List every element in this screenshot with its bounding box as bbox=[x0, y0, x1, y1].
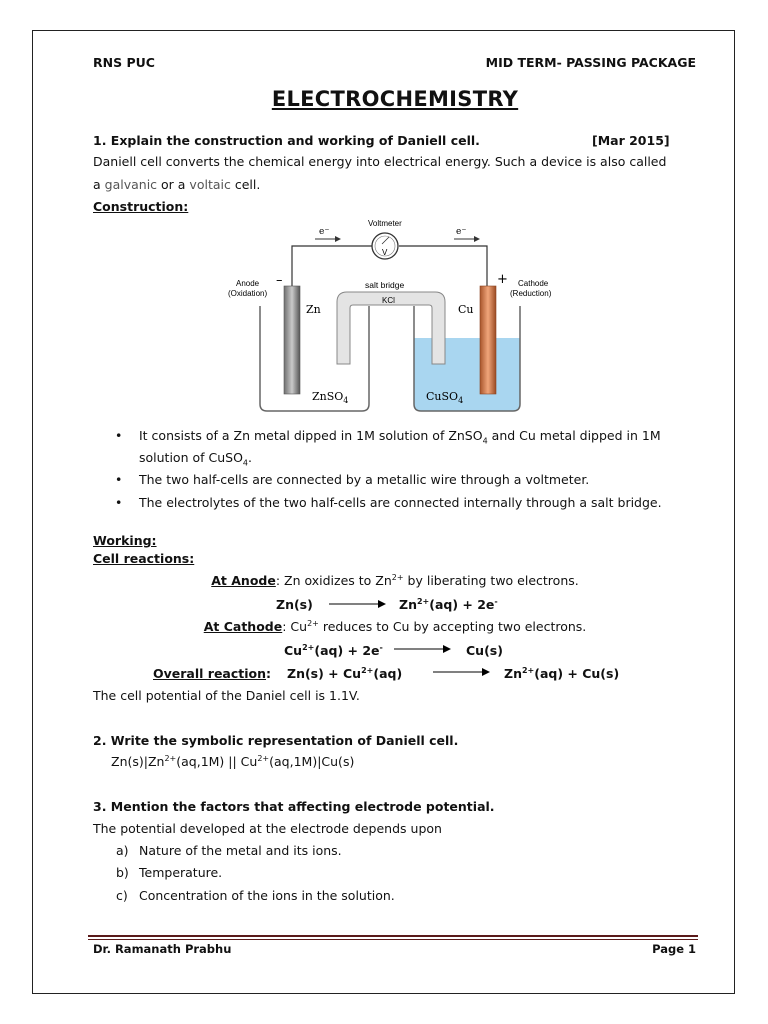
header-left: RNS PUC bbox=[93, 55, 155, 70]
footer-page-number: Page 1 bbox=[652, 942, 696, 956]
page-title: ELECTROCHEMISTRY bbox=[271, 87, 519, 111]
q2-answer: $Zn(s)|Zn^{2+}(aq,1M)$ || $Cu^{2+}(aq,1M)|Cu(s)$ bbox=[111, 753, 355, 769]
overall-eq-left: $Zn(s) + Cu^{2+}(aq)$ bbox=[287, 665, 403, 681]
intro-a: a bbox=[93, 177, 105, 192]
footer-rule-thin bbox=[88, 939, 698, 940]
q3-item-mark-b: b) bbox=[116, 865, 129, 880]
e-right-label: e− bbox=[456, 226, 467, 237]
footer-author: Dr. Ramanath Prabhu bbox=[93, 942, 232, 956]
q3-item-mark-a: a) bbox=[116, 843, 129, 858]
znso4-label: ZnSO$_4$ bbox=[312, 390, 349, 405]
intro-cell: cell. bbox=[230, 177, 261, 192]
q1-intro-line1: Daniell cell converts the chemical energy into electrical energy. Such a device is also called bbox=[93, 154, 667, 169]
q3-item-a: Nature of the metal and its ions. bbox=[139, 843, 342, 858]
overall-label: Overall reaction: bbox=[153, 666, 272, 681]
wire-right bbox=[399, 246, 487, 286]
e-left-label: e− bbox=[319, 226, 330, 237]
overall-eq-right: $Zn^{2+}(aq) + Cu(s)$ bbox=[504, 665, 620, 681]
daniell-cell-diagram bbox=[222, 214, 567, 419]
anode-eq-left: Zn(s) bbox=[276, 597, 313, 612]
at-anode-label: At Anode bbox=[211, 573, 276, 588]
voltmeter-label: Voltmeter bbox=[368, 219, 402, 228]
bullet-item-2: • The two half-cells are connected by a metallic wire through a voltmeter. bbox=[115, 472, 590, 487]
intro-or: or a bbox=[157, 177, 190, 192]
cu-electrode bbox=[480, 286, 496, 394]
wire-left bbox=[292, 246, 372, 289]
cu-label: Cu bbox=[458, 303, 474, 316]
bullet-item-1-cont: solution of CuSO$_4$. bbox=[139, 450, 252, 468]
footer-rule-thick bbox=[88, 935, 698, 937]
anode-eq-right: $Zn^{2+}(aq) + 2e^-$ bbox=[399, 596, 498, 612]
q1-tag: [Mar 2015] bbox=[592, 133, 670, 148]
cell-potential-text: The cell potential of the Daniel cell is 1.1V. bbox=[93, 688, 360, 703]
cell-reactions-label: Cell reactions: bbox=[93, 551, 195, 566]
q2-question: 2. Write the symbolic representation of Daniell cell. bbox=[93, 733, 459, 748]
construction-label: Construction: bbox=[93, 199, 189, 214]
cathode-eq-right: Cu(s) bbox=[466, 643, 503, 658]
plus-sign: + bbox=[497, 272, 508, 287]
zn-label: Zn bbox=[306, 303, 321, 316]
q3-intro: The potential developed at the electrode depends upon bbox=[93, 821, 442, 836]
q3-item-mark-c: c) bbox=[116, 888, 128, 903]
kcl-label: KCl bbox=[382, 296, 395, 305]
q1-intro-line2 bbox=[93, 173, 260, 196]
bullet-item-3: • The electrolytes of the two half-cells are connected internally through a salt bridge. bbox=[115, 495, 662, 510]
bullet-mark: • bbox=[115, 428, 123, 443]
voltmeter-v: V bbox=[382, 248, 388, 257]
reduction-label: (Reduction) bbox=[510, 289, 552, 298]
cathode-arrow bbox=[393, 644, 453, 654]
arrow-head-right bbox=[474, 236, 480, 242]
overall-arrow bbox=[432, 667, 492, 677]
arrow-head-left bbox=[335, 236, 341, 242]
cuso4-label: CuSO$_4$ bbox=[426, 390, 464, 405]
galvanic-word: galvanic bbox=[104, 177, 158, 192]
q3-item-c: Concentration of the ions in the solution. bbox=[139, 888, 395, 903]
zn-electrode bbox=[284, 286, 300, 394]
bullet-mark: • bbox=[115, 495, 123, 510]
working-label: Working: bbox=[93, 533, 157, 548]
q1-question: 1. Explain the construction and working of Daniell cell. bbox=[93, 133, 480, 148]
q3-item-b: Temperature. bbox=[139, 865, 223, 880]
q3-question: 3. Mention the factors that affecting electrode potential. bbox=[93, 799, 495, 814]
cathode-eq-left: $Cu^{2+}(aq) + 2e^-$ bbox=[284, 642, 383, 658]
header-right: MID TERM- PASSING PACKAGE bbox=[485, 55, 696, 70]
cathode-line: At Cathode: $Cu^{2+}$ reduces to Cu by accepting two electrons. bbox=[203, 618, 587, 634]
anode-arrow bbox=[328, 599, 388, 609]
at-cathode-label: At Cathode bbox=[203, 619, 283, 634]
bullet-item-1: • It consists of a Zn metal dipped in 1M solution of ZnSO$_4$ and Cu metal dipped in 1M bbox=[115, 428, 661, 446]
anode-line: At Anode: Zn oxidizes to $Zn^{2+}$ by liberating two electrons. bbox=[211, 572, 579, 588]
minus-sign: – bbox=[276, 273, 283, 288]
cathode-label: Cathode bbox=[518, 279, 549, 288]
voltaic-word: voltaic bbox=[189, 177, 231, 192]
oxidation-label: (Oxidation) bbox=[228, 289, 268, 298]
bullet-mark: • bbox=[115, 472, 123, 487]
anode-label: Anode bbox=[236, 279, 260, 288]
salt-bridge-label: salt bridge bbox=[365, 280, 405, 290]
